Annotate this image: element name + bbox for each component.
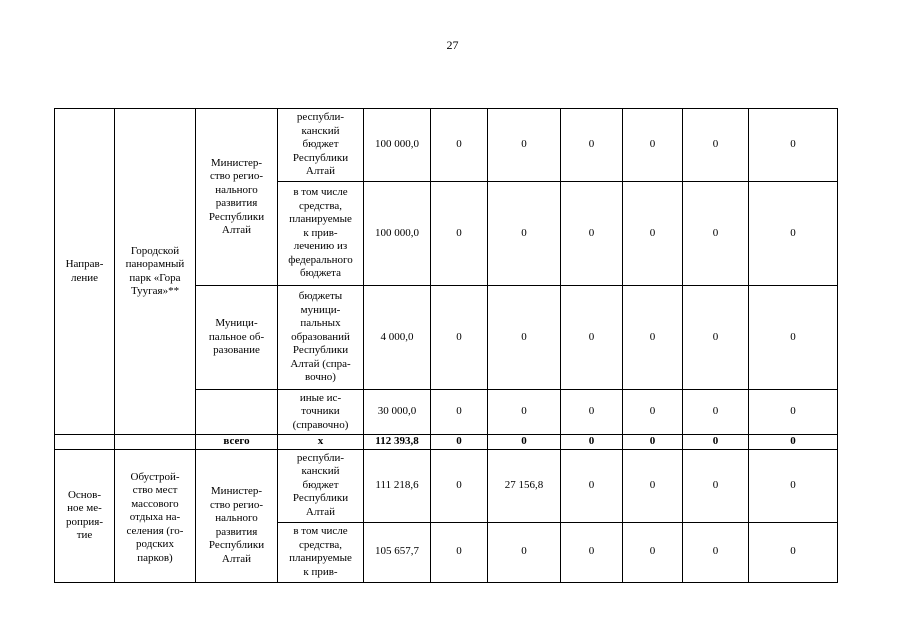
funding-source: в том числе средства, планируемые к прив- лечению из федерального бюджета [278, 182, 364, 286]
direction-type: Направ- ление [65, 258, 104, 284]
year-value: 0 [561, 522, 623, 582]
year-value: 0 [431, 522, 488, 582]
total-value: 4 000,0 [364, 286, 431, 390]
activity-type: Основ- ное ме- роприя- тие [66, 488, 103, 541]
year-value: 0 [749, 522, 838, 582]
year-value: 0 [488, 286, 561, 390]
year-value: 0 [431, 390, 488, 435]
year-value: 0 [431, 286, 488, 390]
direction-name: Городской панорамный парк «Гора Туугая»** [125, 244, 185, 297]
total-label: всего [196, 435, 278, 450]
year-value: 0 [488, 435, 561, 450]
activity-name: Обустрой- ство мест массового отдыха на- селения (го- родских парков) [126, 470, 184, 564]
executor-cell-empty [196, 390, 278, 435]
total-value: 30 000,0 [364, 390, 431, 435]
year-value: 0 [561, 449, 623, 522]
funding-source: республи- канский бюджет Республики Алтай [278, 109, 364, 182]
funding-source: бюджеты муници- пальных образований Республики Алтай (спра- вочно) [278, 286, 364, 390]
year-value: 0 [561, 109, 623, 182]
executor-ministry: Министер- ство регио- нального развития Республики Алтай [208, 485, 265, 565]
year-value: 0 [683, 109, 749, 182]
table-row [55, 449, 838, 522]
year-value: 0 [488, 390, 561, 435]
activity-name-cell [115, 449, 196, 582]
year-value: 0 [683, 435, 749, 450]
year-value: 0 [749, 286, 838, 390]
year-value: 0 [749, 449, 838, 522]
funding-source: республи- канский бюджет Республики Алтай [278, 449, 364, 522]
empty-cell [55, 435, 115, 450]
executor-cell [196, 449, 278, 582]
total-value: 100 000,0 [364, 109, 431, 182]
executor-municipality: Муници- пальное об- разование [208, 317, 265, 357]
direction-name-cell [115, 109, 196, 435]
year-value: 0 [488, 109, 561, 182]
year-value: 0 [431, 182, 488, 286]
executor-ministry: Министер- ство регио- нального развития Республики Алтай [208, 156, 265, 236]
year-value: 0 [683, 449, 749, 522]
page-number: 27 [446, 38, 459, 52]
year-value: 0 [623, 449, 683, 522]
budget-table [54, 108, 838, 583]
year-value: 0 [431, 449, 488, 522]
total-value: 105 657,7 [364, 522, 431, 582]
year-value: 0 [623, 435, 683, 450]
year-value: 0 [431, 435, 488, 450]
total-value: 112 393,8 [364, 435, 431, 450]
year-value: 0 [488, 522, 561, 582]
year-value: 0 [431, 109, 488, 182]
total-value: 100 000,0 [364, 182, 431, 286]
direction-type-cell [55, 109, 115, 435]
table-row [55, 109, 838, 182]
total-value: 111 218,6 [364, 449, 431, 522]
year-value: 0 [561, 390, 623, 435]
year-value: 0 [488, 182, 561, 286]
year-value: 0 [623, 522, 683, 582]
executor-cell [196, 286, 278, 390]
total-mark: х [278, 435, 364, 450]
year-value: 0 [623, 182, 683, 286]
year-value: 0 [683, 286, 749, 390]
year-value: 27 156,8 [488, 449, 561, 522]
funding-source: в том числе средства, планируемые к прив- [278, 522, 364, 582]
year-value: 0 [623, 286, 683, 390]
activity-type-cell [55, 449, 115, 582]
executor-cell [196, 109, 278, 286]
empty-cell [115, 435, 196, 450]
year-value: 0 [749, 109, 838, 182]
year-value: 0 [749, 182, 838, 286]
year-value: 0 [561, 286, 623, 390]
year-value: 0 [683, 182, 749, 286]
year-value: 0 [561, 182, 623, 286]
year-value: 0 [561, 435, 623, 450]
year-value: 0 [683, 390, 749, 435]
year-value: 0 [623, 390, 683, 435]
year-value: 0 [683, 522, 749, 582]
year-value: 0 [623, 109, 683, 182]
year-value: 0 [749, 390, 838, 435]
total-row [55, 435, 838, 450]
funding-source: иные ис- точники (справочно) [278, 390, 364, 435]
year-value: 0 [749, 435, 838, 450]
